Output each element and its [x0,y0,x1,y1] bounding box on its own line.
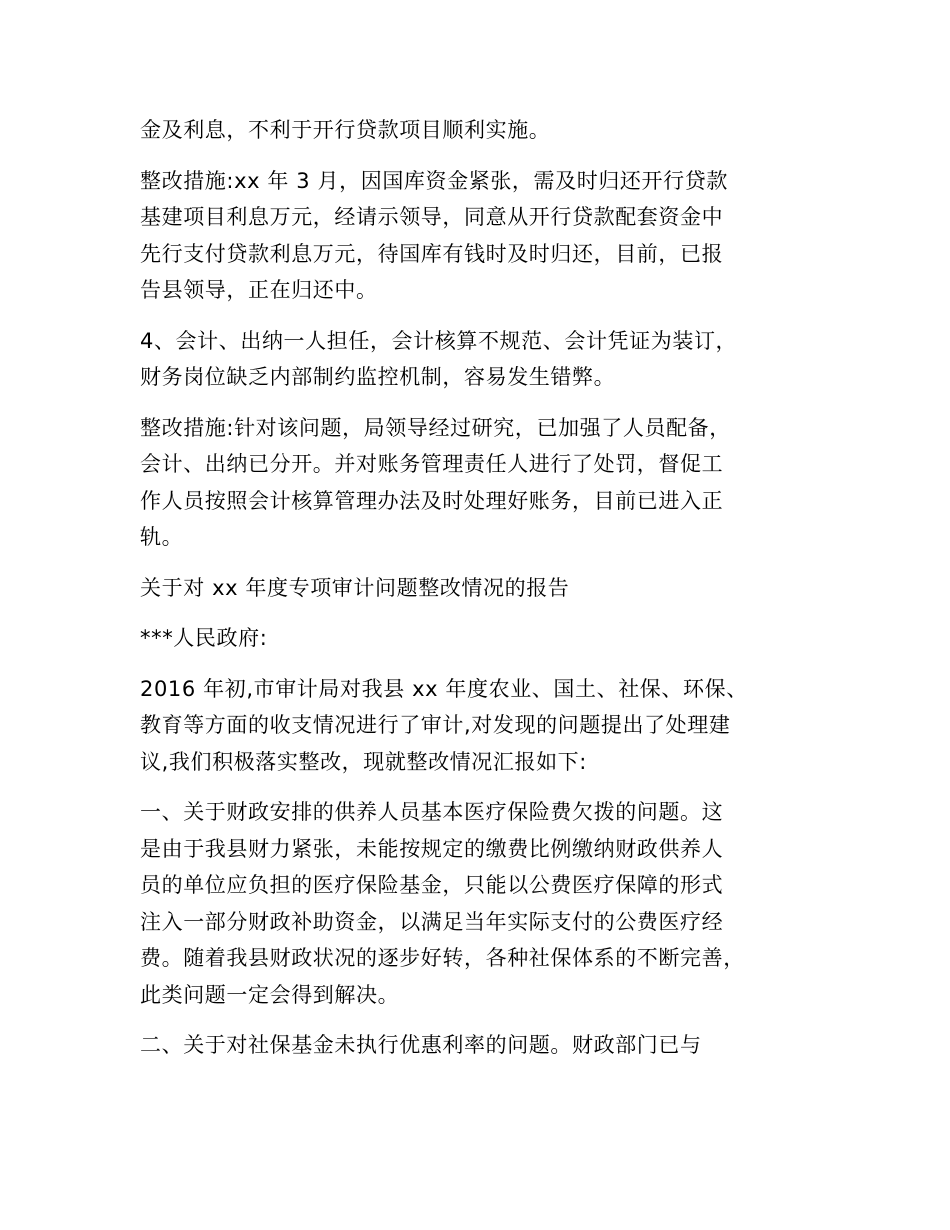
text-line: ***人民政府: [140,626,268,650]
text-line: 此类问题一定会得到解决。 [140,982,400,1007]
paragraph-loan-interest [140,112,830,149]
paragraph-issue-4 [140,323,830,396]
text-line: 注入一部分财政补助资金，以满足当年实际支付的公费医疗经 [140,909,724,934]
text-line: 财务岗位缺乏内部制约监控机制，容易发生错弊。 [140,365,616,389]
text-line: 一、关于财政安排的供养人员基本医疗保险费欠拨的问题。这 [140,800,724,824]
paragraph-rectification-measure-1 [140,163,830,309]
text-line: 基建项目利息万元，经请示领导，同意从开行贷款配套资金中 [140,205,724,229]
paragraph-introduction [140,671,830,781]
report-addressee [140,620,830,657]
text-line: 2016 年初,市审计局对我县 xx 年度农业、国土、社保、环保、 [140,676,748,701]
text-line: 作人员按照会计核算管理办法及时处理好账务，目前已进入正 [140,488,724,513]
text-line: 员的单位应负担的医疗保险基金，只能以公费医疗保障的形式 [140,873,724,897]
text-line: 教育等方面的收支情况进行了审计,对发现的问题提出了处理建 [140,713,731,737]
document-body [140,112,830,1078]
paragraph-rectification-measure-2 [140,410,830,556]
text-line: 告县领导，正在归还中。 [140,278,378,302]
text-line: 二、关于对社保基金未执行优惠利率的问题。财政部门已与 [140,1033,702,1057]
text-line: 是由于我县财力紧张，未能按规定的缴费比例缴纳财政供养人 [140,836,724,861]
text-line: 金及利息，不利于开行贷款项目顺利实施。 [140,118,551,142]
paragraph-section-2 [140,1027,830,1064]
report-title [140,570,830,607]
text-line: 整改措施:xx 年 3 月，因国库资金紧张，需及时归还开行贷款 [140,168,728,193]
text-line: 议,我们积极落实整改，现就整改情况汇报如下: [140,749,587,774]
paragraph-section-1 [140,794,830,1013]
text-line: 费。随着我县财政状况的逐步好转，各种社保体系的不断完善， [140,946,745,970]
text-line: 先行支付贷款利息万元，待国库有钱时及时归还，目前，已报 [140,241,724,266]
text-line: 整改措施:针对该问题，局领导经过研究，已加强了人员配备， [140,415,731,440]
text-line: 关于对 xx 年度专项审计问题整改情况的报告 [140,575,570,600]
text-line: 4、会计、出纳一人担任，会计核算不规范、会计凭证为装订， [140,328,738,353]
text-line: 会计、出纳已分开。并对账务管理责任人进行了处罚，督促工 [140,452,724,476]
text-line: 轨。 [140,525,184,549]
